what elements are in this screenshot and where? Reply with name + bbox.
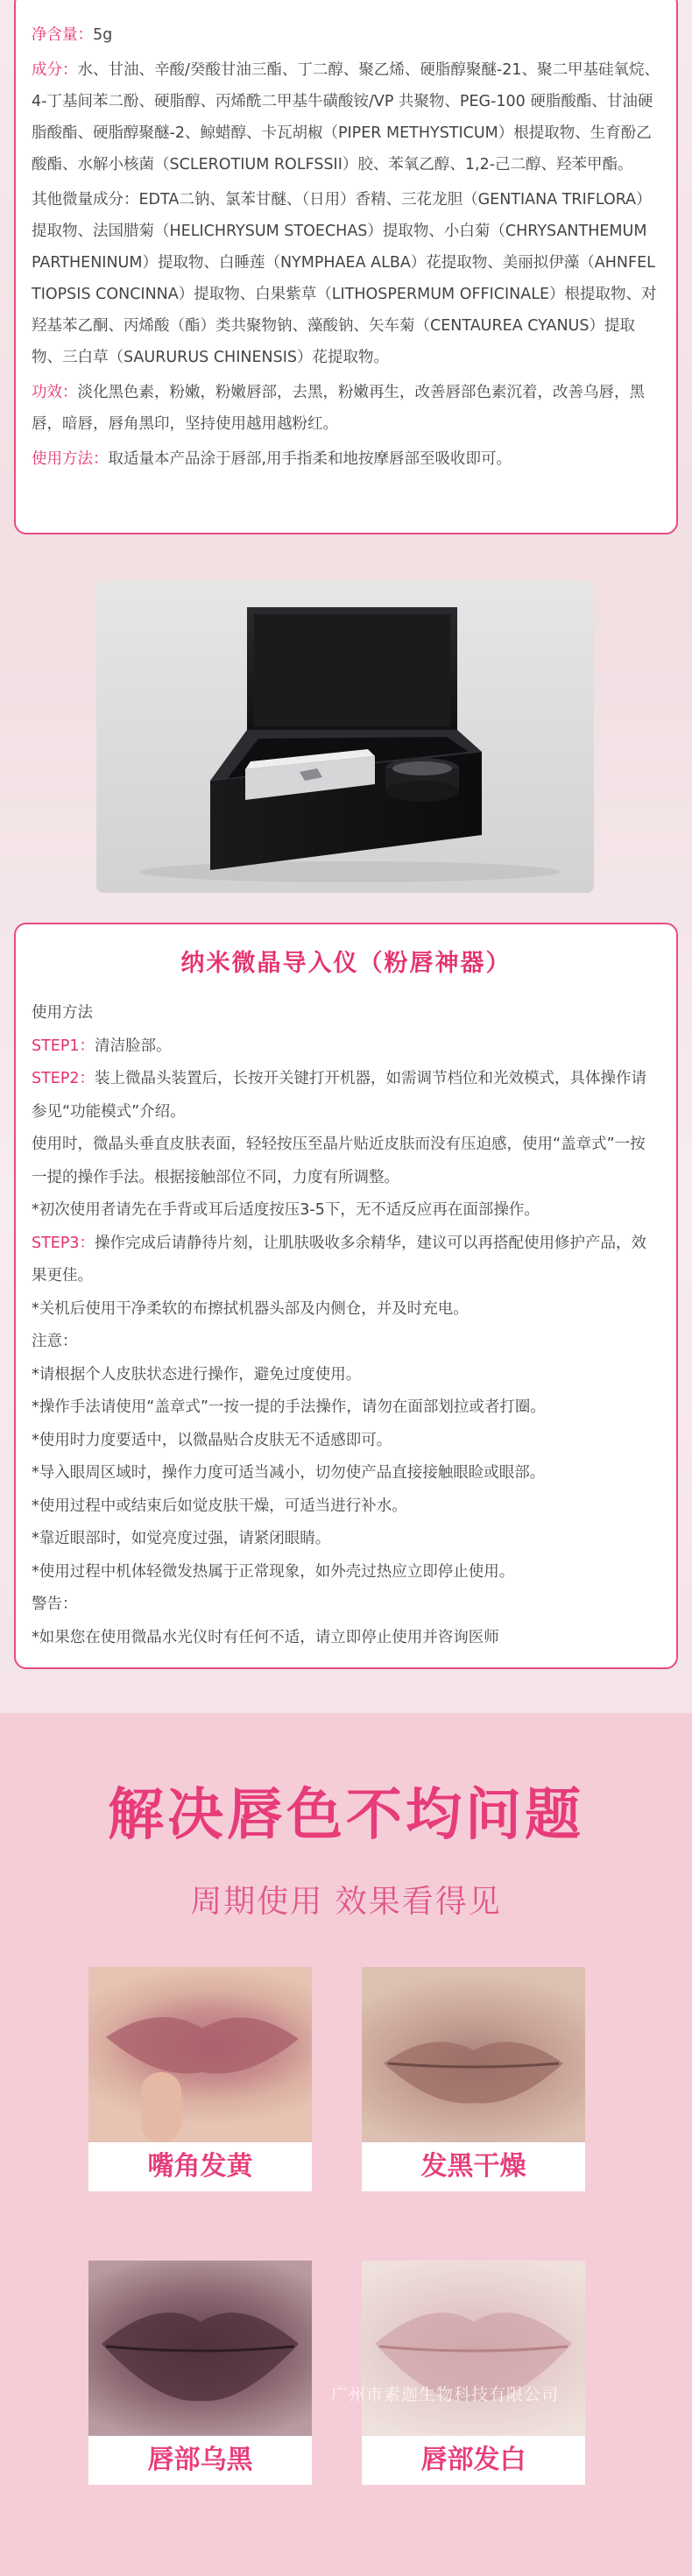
step2-text: 装上微晶头装置后，长按开关键打开机器，如需调节档位和光效模式，具体操作请参见“功能模式”介绍。 xyxy=(32,1070,647,1121)
usage-paragraph-3: *关机后使用干净柔软的布擦拭机器头部及内侧仓，并及时充电。 xyxy=(32,1299,469,1318)
effect-value: 淡化黑色素，粉嫩，粉嫩唇部，去黑，粉嫩再生，改善唇部色素沉着，改善乌唇，黑唇，暗唇，唇角黑印，坚持使用越用越粉红。 xyxy=(32,384,645,433)
instructions-title: 纳米微晶导入仪（粉唇神器） xyxy=(180,950,512,977)
product-box-illustration xyxy=(96,581,594,893)
notice-item: *靠近眼部时，如觉亮度过强，请紧闭眼睛。 xyxy=(32,1530,331,1547)
lip-caption: 发黑干燥 xyxy=(420,2151,526,2182)
step1 xyxy=(32,1030,660,1064)
step1-label: STEP1： xyxy=(32,1037,95,1055)
usage-paragraph-1: 使用时，微晶头垂直皮肤表面，轻轻按压至晶片贴近皮肤而没有压迫感，使用“盖章式”一按一提的操作手法。根据接触部位不同，力度有所调整。 xyxy=(32,1136,646,1186)
composition-value: 水、甘油、辛酸/癸酸甘油三酯、丁二醇、聚乙烯、硬脂醇聚醚-21、聚二甲基硅氧烷、4-丁基间苯二酚、硬脂醇、丙烯酰二甲基牛磺酸铵/VP 共聚物、PEG-100 硬脂酸酯、甘油硬脂酸酯、硬脂醇聚醚-2、鲸蜡醇、卡瓦胡椒（PIPER METHYSTICUM）根提取物、生育酚乙酸酯、水解小核菌（SCLEROTIUM ROLFSSII）胶、苯氧乙醇、1,2-己二醇、羟苯甲酯。 xyxy=(32,61,660,173)
minor-composition: 其他微量成分：EDTA二钠、氯苯甘醚、（日用）香精、三花龙胆（GENTIANA TRIFLORA）提取物、法国腊菊（HELICHRYSUM STOECHAS）提取物、小白菊（CHRYSANTHEMUM PARTHENINUM）提取物、白睡莲（NYMPHAEA ALBA）花提取物、美丽拟伊藻（AHNFELTIOPSIS CONCINNA）提取物、白果紫草（LITHOSPERMUM OFFICINALE）根提取物、对羟基苯乙酮、丙烯酸（酯）类共聚物钠、藻酸钠、矢车菊（CENTAUREA CYANUS）提取物、三白草（SAURURUS CHINENSIS）花提取物。 xyxy=(32,191,657,366)
lip-tile-dark-dry xyxy=(362,1967,585,2191)
effect xyxy=(32,377,660,440)
net-content-value: 5g xyxy=(93,26,113,44)
lip-tile-yellow-corner xyxy=(88,1967,312,2191)
notice-item: *请根据个人皮肤状态进行操作，避免过度使用。 xyxy=(32,1365,362,1384)
ingredients-card xyxy=(14,0,678,534)
notice-item: *使用过程中或结束后如觉皮肤干燥，可适当进行补水。 xyxy=(32,1497,407,1515)
lip-tile-black xyxy=(88,2261,312,2485)
step2 xyxy=(32,1063,660,1129)
step3-label: STEP3： xyxy=(32,1234,95,1252)
usage-label: 使用方法： xyxy=(32,450,109,468)
lip-photo xyxy=(362,1967,585,2142)
lip-shape xyxy=(88,2261,312,2436)
step3-text: 操作完成后请静待片刻，让肌肤吸收多余精华，建议可以再搭配使用修护产品，效果更佳。 xyxy=(32,1234,647,1284)
company-watermark: 广州市素迦生物科技有限公司 xyxy=(331,2385,560,2404)
notice-item: *使用时力度要适中，以微晶贴合皮肤无不适感即可。 xyxy=(32,1431,392,1449)
notice-item: *使用过程中机体轻微发热属于正常现象，如外壳过热应立即停止使用。 xyxy=(32,1562,515,1581)
step3 xyxy=(32,1228,660,1293)
instructions-card xyxy=(14,923,678,1669)
notice-item: *导入眼周区域时，操作力度可适当减小，切勿使产品直接接触眼睑或眼部。 xyxy=(32,1464,546,1482)
composition-label: 成分： xyxy=(32,61,78,79)
lip-caption: 唇部发白 xyxy=(420,2445,526,2475)
step1-text: 清洁脸部。 xyxy=(95,1037,172,1055)
net-content-label: 净含量： xyxy=(32,26,93,44)
lip-caption: 嘴角发黄 xyxy=(147,2151,253,2182)
usage-section-heading: 使用方法 xyxy=(32,1004,93,1022)
product-box-photo xyxy=(96,581,594,893)
warning-heading: 警告： xyxy=(32,1596,78,1613)
step2-label: STEP2： xyxy=(32,1070,95,1087)
usage-value: 取适量本产品涂于唇部,用手指柔和地按摩唇部至吸收即可。 xyxy=(108,450,512,468)
problems-subtitle: 周期使用 效果看得见 xyxy=(190,1884,502,1920)
usage-paragraph-2: *初次使用者请先在手背或耳后适度按压3-5下，无不适反应再在面部操作。 xyxy=(32,1201,540,1219)
warning-text: *如果您在使用微晶水光仪时有任何不适，请立即停止使用并咨询医师 xyxy=(32,1628,499,1646)
composition xyxy=(32,54,660,180)
lip-photo xyxy=(362,2261,585,2436)
problems-title: 解决唇色不均问题 xyxy=(108,1783,584,1848)
lip-caption: 唇部乌黑 xyxy=(147,2445,253,2475)
usage xyxy=(32,443,660,475)
lip-shape xyxy=(362,2261,585,2436)
notice-item: *操作手法请使用“盖章式”一按一提的手法操作，请勿在面部划拉或者打圈。 xyxy=(32,1398,546,1416)
net-content xyxy=(32,19,660,51)
lip-tile-white xyxy=(362,2261,585,2485)
lip-photo xyxy=(88,1967,312,2142)
effect-label: 功效： xyxy=(32,384,78,401)
lip-shape xyxy=(88,1967,312,2142)
notice-heading: 注意： xyxy=(32,1333,78,1350)
lip-photo xyxy=(88,2261,312,2436)
lip-shape xyxy=(362,1967,585,2142)
